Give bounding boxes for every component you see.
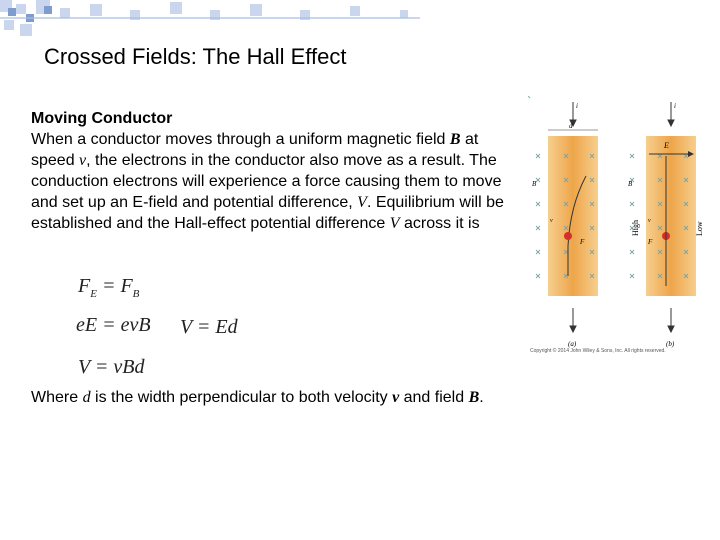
slide-title: Crossed Fields: The Hall Effect — [44, 44, 347, 69]
low-label: Low — [695, 221, 704, 236]
field-cross — [630, 154, 634, 158]
vd-label-b: v — [648, 218, 651, 224]
field-cross — [536, 274, 540, 278]
symbol-v-bold: v — [392, 389, 400, 406]
symbol-B: B — [449, 131, 461, 148]
body-text-3: , the electrons in the conductor also move as a result. The conduction electrons will experience a force causing them to move and set up an E-field and potential difference, — [31, 152, 502, 211]
panel-label-b: (b) — [666, 340, 675, 348]
FB-label: F — [580, 238, 585, 246]
body-text-4: . Equilibrium will be established and the Hall-effect potential difference — [31, 194, 504, 232]
electron-a — [564, 232, 572, 240]
magnetic-field-crosses — [528, 96, 530, 98]
current-label-b: i — [674, 102, 676, 110]
body-paragraph — [31, 108, 521, 234]
high-label: High — [631, 220, 640, 236]
footer-paragraph: Where d is the width perpendicular to both velocity v and field B. — [31, 389, 484, 406]
symbol-V-2: V — [389, 215, 400, 232]
B-label-b: B — [628, 180, 633, 188]
symbol-d: d — [82, 389, 91, 406]
section-heading: Moving Conductor — [31, 110, 173, 127]
equation-eE-evB: eE = evB — [76, 314, 151, 336]
figure-credit: Copyright © 2014 John Wiley & Sons, Inc. All rights reserved. — [530, 348, 666, 354]
vd-label-a: v — [550, 218, 553, 224]
FE-label: F — [648, 238, 653, 246]
body-text-5: across it is — [399, 215, 480, 232]
conductor-strip-a — [548, 136, 598, 296]
current-label-a: i — [576, 102, 578, 110]
field-cross — [630, 274, 634, 278]
field-cross — [536, 226, 540, 230]
body-text-2: at speed — [31, 131, 479, 169]
equation-force-balance: $F_E = F_B$ — [78, 275, 140, 300]
decorative-squares — [0, 0, 420, 40]
width-label: d — [569, 122, 573, 130]
symbol-B-bold: B — [468, 389, 480, 406]
symbol-v: v — [79, 152, 87, 169]
field-cross — [630, 202, 634, 206]
field-cross — [536, 154, 540, 158]
field-cross — [536, 202, 540, 206]
E-field-label: E — [664, 141, 669, 150]
field-cross — [536, 178, 540, 182]
body-text-1: When a conductor moves through a uniform magnetic field — [31, 131, 450, 148]
symbol-V: V — [357, 194, 367, 211]
panel-label-a: (a) — [568, 340, 577, 348]
equation-V-vBd: V = vBd — [78, 356, 145, 378]
conductor-strip-b — [646, 136, 696, 296]
field-cross — [536, 250, 540, 254]
hall-effect-figure — [528, 96, 704, 364]
equation-V-Ed: V = Ed — [180, 316, 238, 338]
field-cross — [630, 250, 634, 254]
B-label-a: B — [532, 180, 537, 188]
